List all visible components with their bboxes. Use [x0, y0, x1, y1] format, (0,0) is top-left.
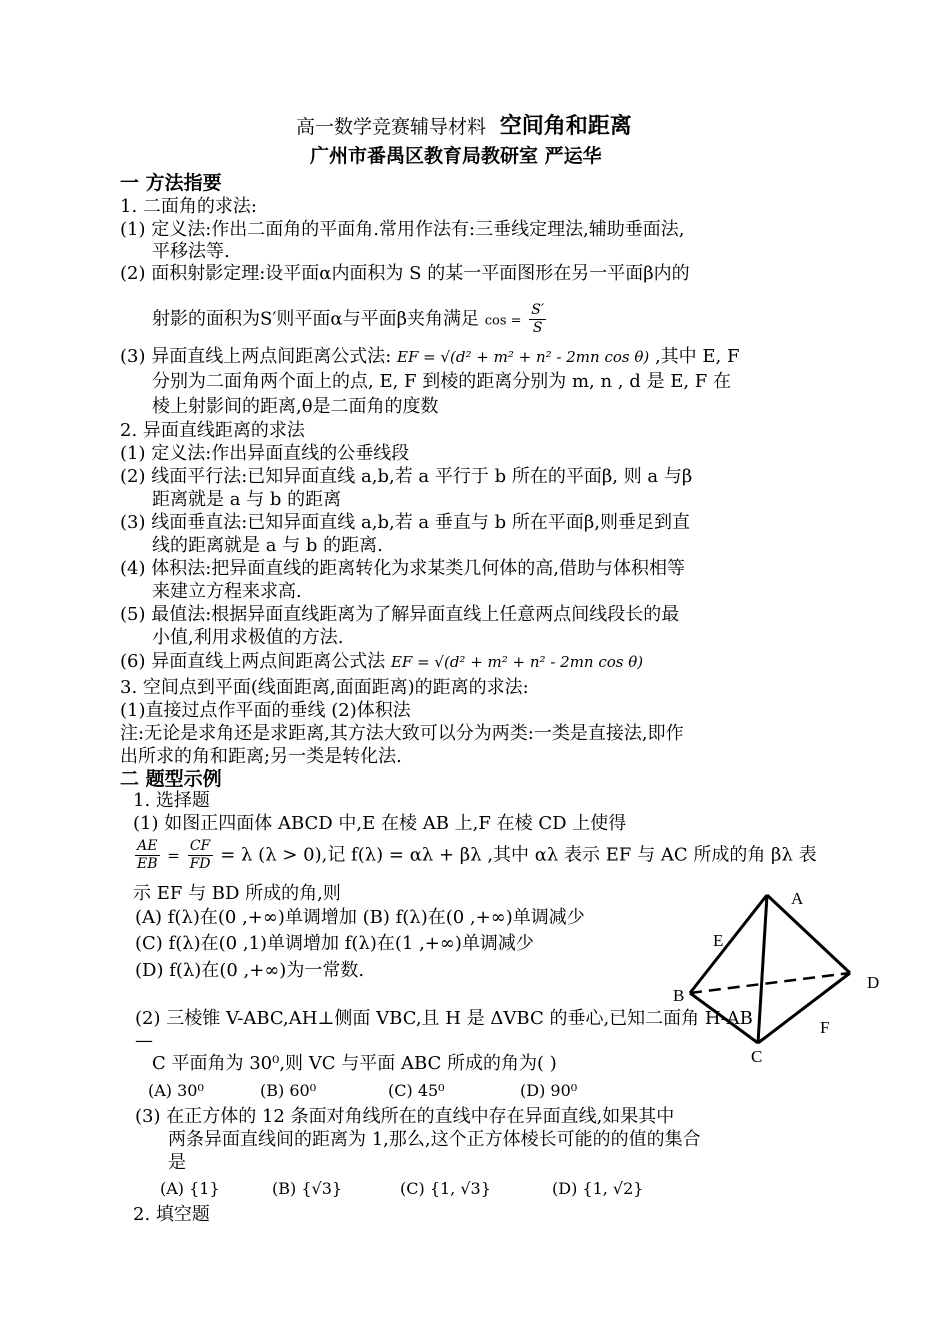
distance-formula-label: (3) 异面直线上两点间距离公式法: [120, 346, 392, 367]
question-3-line-c: 是 [168, 1152, 186, 1173]
method-2-6-formula: EF = √(d² + m² + n² - 2mn cos θ) [390, 653, 644, 671]
method-1-2-line-a: (2) 面积射影定理:设平面α内面积为 S 的某一平面图形在另一平面β内的 [120, 263, 690, 284]
method-1-2-line-b [152, 302, 548, 337]
method-3-1: (1)直接过点作平面的垂线 (2)体积法 [120, 700, 411, 721]
note-line-b: 出所求的角和距离;另一类是转化法. [120, 746, 402, 767]
question-2-option-a: (A) 30⁰ [148, 1081, 204, 1100]
ratio-2-numerator: CF [188, 838, 213, 856]
method-2-4-line-a: (4) 体积法:把异面直线的距离转化为求某类几何体的高,借助与体积相等 [120, 558, 686, 579]
question-1-option-c: (C) f(λ)在(0 ,1)单调增加 f(λ)在(1 ,+∞)单调减少 [135, 933, 534, 954]
method-1-1-line-a: (1) 定义法:作出二面角的平面角.常用作法有:三垂线定理法,辅助垂面法, [120, 219, 685, 240]
vertex-label-d: D [867, 973, 880, 992]
fraction-denominator: S [532, 319, 543, 336]
vertex-label-a: A [791, 889, 804, 908]
question-2-option-b: (B) 60⁰ [260, 1081, 317, 1100]
point-label-e: E [713, 931, 724, 950]
edge-ac [758, 895, 767, 1043]
method-2-2-line-a: (2) 线面平行法:已知异面直线 a,b,若 a 平行于 b 所在的平面β, 则 a 与β [120, 466, 693, 487]
question-3-line-b: 两条异面直线间的距离为 1,那么,这个正方体棱长可能的的值的集合 [168, 1129, 701, 1150]
author-line: 广州市番禺区教育局教研室 严运华 [310, 145, 602, 167]
method-2-title: 2. 异面直线距离的求法 [120, 420, 305, 441]
question-2-line-b: C 平面角为 30⁰,则 VC 与平面 ABC 所成的角为( ) [152, 1053, 557, 1074]
ratio-2-denominator: FD [189, 855, 211, 872]
vertex-label-c: C [751, 1047, 763, 1066]
title-main: 空间角和距离 [499, 114, 632, 139]
distance-formula-tail: ,其中 E, F [654, 346, 740, 367]
question-3-line-a: (3) 在正方体的 12 条面对角线所在的直线中存在异面直线,如果其中 [135, 1106, 675, 1127]
question-1-condition: = λ (λ > 0),记 f(λ) = αλ + βλ ,其中 αλ 表示 EF 与 AC 所成的角 βλ 表 [220, 844, 817, 866]
method-2-5-line-b: 小值,利用求极值的方法. [152, 627, 344, 648]
method-2-1: (1) 定义法:作出异面直线的公垂线段 [120, 443, 410, 464]
page-title [296, 114, 632, 140]
subsection-choice: 1. 选择题 [133, 790, 210, 811]
method-1-3-line-a [120, 346, 739, 368]
subsection-fill-in: 2. 填空题 [133, 1204, 210, 1225]
method-2-5-line-a: (5) 最值法:根据异面直线距离为了解异面直线上任意两点间线段长的最 [120, 604, 680, 625]
distance-formula: EF = √(d² + m² + n² - 2mn cos θ) [397, 348, 650, 366]
method-3-title: 3. 空间点到平面(线面距离,面面距离)的距离的求法: [120, 677, 529, 698]
question-1-option-d: (D) f(λ)在(0 ,+∞)为一常数. [135, 960, 365, 981]
method-1-3-line-c: 棱上射影间的距离,θ是二面角的度数 [152, 396, 439, 417]
note-line-a: 注:无论是求角还是求距离,其方法大致可以分为两类:一类是直接法,即作 [120, 723, 684, 744]
question-2-option-d: (D) 90⁰ [520, 1081, 578, 1100]
point-label-f: F [820, 1018, 830, 1037]
method-2-3-line-b: 线的距离就是 a 与 b 的距离. [152, 535, 383, 556]
ratio-fraction-1 [135, 838, 160, 873]
question-1-line-c: 示 EF 与 BD 所成的角,则 [133, 883, 341, 904]
method-2-6 [120, 651, 643, 673]
edge-bc [690, 993, 758, 1043]
section-heading-examples: 二 题型示例 [120, 768, 222, 790]
edge-ad [767, 895, 850, 973]
ratio-1-denominator: EB [137, 855, 158, 872]
method-1-3-line-b: 分别为二面角两个面上的点, E, F 到棱的距离分别为 m, n , d 是 E, F 在 [152, 371, 731, 392]
section-heading-methods: 一 方法指要 [120, 172, 222, 194]
method-2-6-label: (6) 异面直线上两点间距离公式法 [120, 651, 386, 672]
tetrahedron-figure [660, 880, 900, 1070]
question-3-option-c: (C) {1, √3} [400, 1179, 491, 1198]
question-3-option-d: (D) {1, √2} [552, 1179, 644, 1198]
question-1-option-ab: (A) f(λ)在(0 ,+∞)单调增加 (B) f(λ)在(0 ,+∞)单调减少 [135, 907, 585, 928]
method-1-1-line-b: 平移法等. [152, 241, 230, 262]
vertex-label-b: B [673, 986, 685, 1005]
question-3-option-a: (A) {1} [160, 1179, 220, 1198]
fraction-numerator: S′ [531, 302, 545, 318]
method-1-title: 1. 二面角的求法: [120, 196, 257, 217]
ratio-1-numerator: AE [135, 838, 160, 856]
ratio-fraction-2 [188, 838, 213, 873]
method-2-3-line-a: (3) 线面垂直法:已知异面直线 a,b,若 a 垂直与 b 所在平面β,则垂足到直 [120, 512, 690, 533]
cos-label: cos = [484, 313, 522, 329]
projection-fraction [529, 302, 546, 337]
title-prefix: 高一数学竞赛辅导材料 [296, 116, 487, 138]
question-2-line-a: (2) 三棱锥 V-ABC,AH⊥侧面 VBC,且 H 是 ΔVBC 的垂心,已知二面角 H-AB [135, 1008, 753, 1029]
question-2-option-c: (C) 45⁰ [388, 1081, 445, 1100]
question-1-line-b: $\frac{AE}{EB}$ = $\frac{CF}{FD}$ = λ (λ > 0),记 f(λ) = αλ + βλ ,其中 αλ 表示 EF 与 AC 所成的角 βλ 表 [137, 838, 817, 872]
question-1-line-a: (1) 如图正四面体 ABCD 中,E 在棱 AB 上,F 在棱 CD 上使得 [133, 813, 627, 834]
method-2-2-line-b: 距离就是 a 与 b 的距离 [152, 489, 342, 510]
question-2-dash: — [135, 1030, 153, 1051]
method-2-4-line-b: 来建立方程来求高. [152, 581, 302, 602]
edge-ab [690, 895, 767, 993]
question-3-option-b: (B) {√3} [272, 1179, 343, 1198]
projection-text: 射影的面积为S′则平面α与平面β夹角满足 [152, 308, 479, 330]
